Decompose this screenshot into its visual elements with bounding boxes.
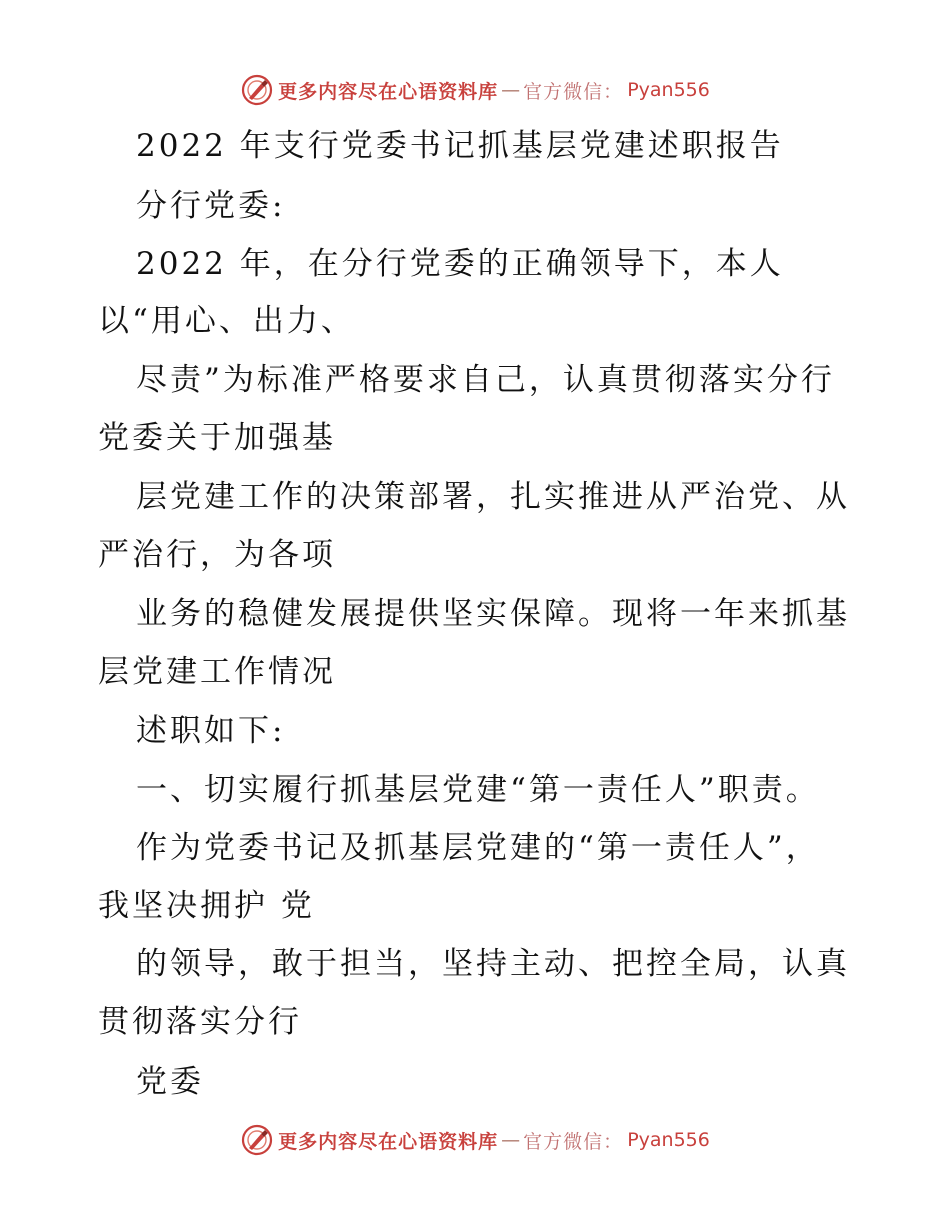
wechat-id: Pyan556 [627, 1129, 710, 1151]
text-line: 贯彻落实分行 [98, 1004, 302, 1040]
document-title: 2022 年支行党委书记抓基层党建述职报告 [136, 128, 784, 164]
text-line: 党委 [136, 1064, 204, 1100]
wechat-label: 官方微信： [523, 1130, 624, 1153]
banner-dash: — [501, 1129, 521, 1151]
wechat-id: Pyan556 [627, 79, 710, 101]
text-line: 业务的稳健发展提供坚实保障。现将一年来抓基 [136, 596, 850, 632]
text-line: 分行党委: [136, 188, 286, 224]
text-line: 以“用心、出力、 [98, 303, 355, 339]
text-line: 严治行，为各项 [98, 537, 336, 573]
site-name: 更多内容尽在心语资料库 [278, 80, 499, 103]
header-banner [0, 70, 950, 110]
banner-dash: — [501, 79, 521, 101]
text-line: 我坚决拥护 党 [98, 888, 315, 924]
text-line: 2022 年，在分行党委的正确领导下，本人 [136, 246, 784, 282]
text-line: 层党建工作情况 [98, 654, 336, 690]
wechat-label: 官方微信： [523, 80, 624, 103]
text-line: 层党建工作的决策部署，扎实推进从严治党、从 [136, 479, 850, 515]
text-line: 党委关于加强基 [98, 420, 336, 456]
pen-logo-icon [240, 73, 274, 107]
pen-logo-icon [240, 1123, 274, 1157]
text-line: 述职如下: [136, 713, 286, 749]
footer-banner [0, 1120, 950, 1160]
section-heading: 一、切实履行抓基层党建“第一责任人”职责。 [136, 772, 820, 808]
text-line: 作为党委书记及抓基层党建的“第一责任人”， [136, 830, 820, 866]
text-line: 的领导，敢于担当，坚持主动、把控全局，认真 [136, 946, 850, 982]
text-line: 尽责”为标准严格要求自己，认真贯彻落实分行 [136, 362, 835, 398]
site-name: 更多内容尽在心语资料库 [278, 1130, 499, 1153]
